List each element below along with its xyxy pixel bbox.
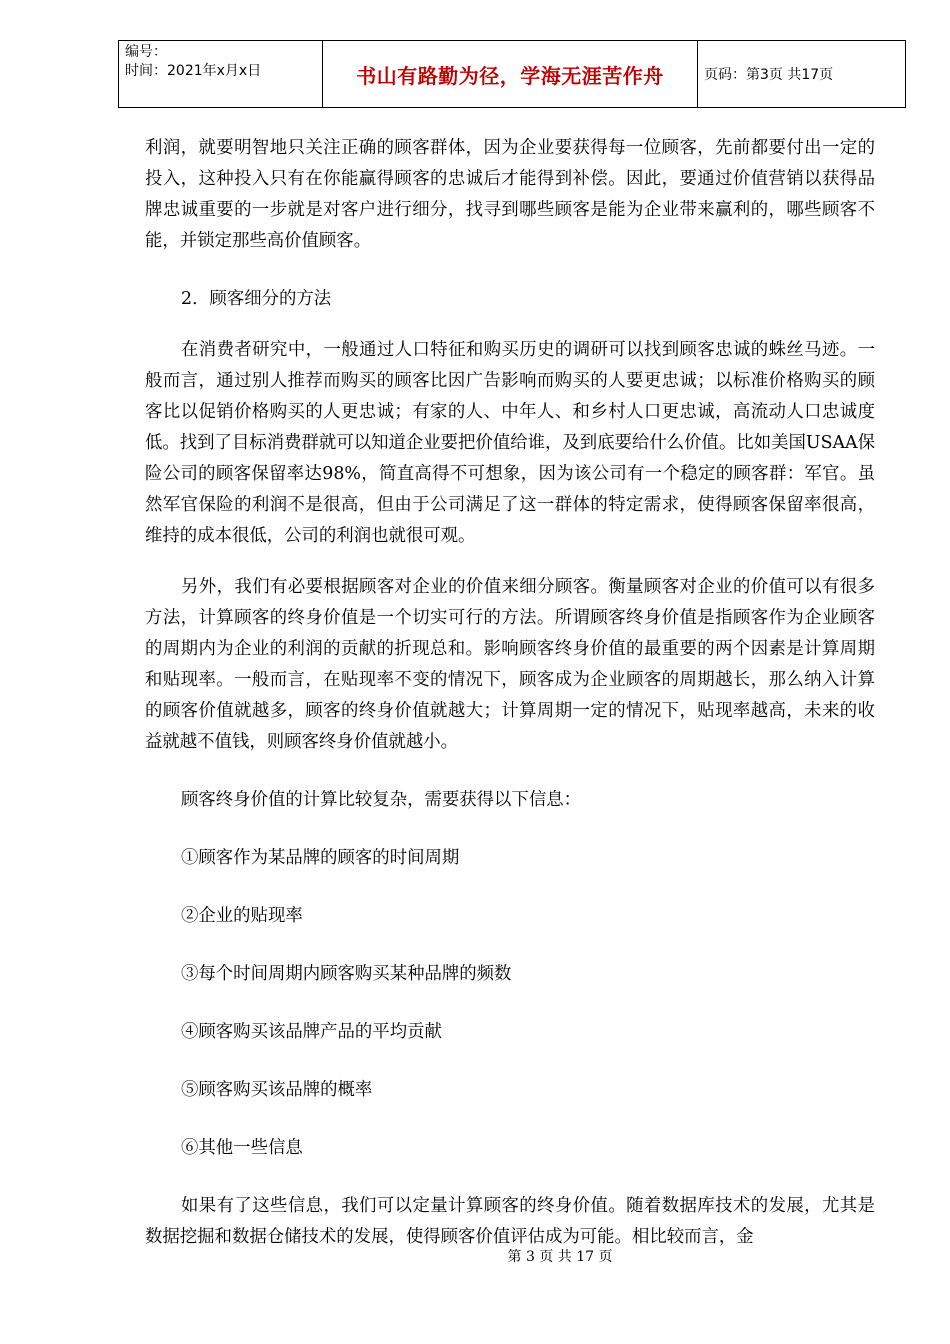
header-page-info: 页码：第3页 共17页 — [698, 41, 906, 108]
header-motto: 书山有路勤为径，学海无涯苦作舟 — [323, 41, 698, 108]
list-item: ⑥其他一些信息 — [181, 1138, 303, 1158]
page-footer: 第 3 页 共 17 页 — [507, 1249, 613, 1265]
paragraph-1: 利润，就要明智地只关注正确的顾客群体，因为企业要获得每一位顾客，先前都要付出一定的投入，这种投入只有在你能赢得顾客的忠诚后才能得到补偿。因此，要通过价值营销以获得品牌忠诚重要的一步就是对客户进行细分，找寻到哪些顾客是能为企业带来赢利的，哪些顾客不能，并锁定那些高价值顾客。 — [145, 138, 875, 251]
document-body — [145, 133, 875, 1253]
header-table — [118, 40, 906, 108]
doc-number-label: 编号： — [125, 44, 167, 60]
time-label: 时间：2021年x月x日 — [125, 63, 262, 79]
list-item: ①顾客作为某品牌的顾客的时间周期 — [181, 848, 460, 868]
list-item: ③每个时间周期内顾客购买某种品牌的频数 — [181, 964, 512, 984]
list-item: ②企业的贴现率 — [181, 906, 303, 926]
list-item: ④顾客购买该品牌产品的平均贡献 — [181, 1022, 442, 1042]
paragraph-4: 顾客终身价值的计算比较复杂，需要获得以下信息： — [181, 790, 581, 810]
list-item: ⑤顾客购买该品牌的概率 — [181, 1080, 373, 1100]
paragraph-2: 在消费者研究中，一般通过人口特征和购买历史的调研可以找到顾客忠诚的蛛丝马迹。一般而言，通过别人推荐而购买的顾客比因广告影响而购买的人要更忠诚；以标准价格购买的顾客比以促销价格购买的人更忠诚；有家的人、中年人、和乡村人口更忠诚，高流动人口忠诚度低。找到了目标消费群就可以知道企业要把价值给谁，及到底要给什么价值。比如美国USAA保险公司的顾客保留率达98%，简直高得不可想象，因为该公司有一个稳定的顾客群：军官。虽然军官保险的利润不是很高，但由于公司满足了这一群体的特定需求，使得顾客保留率很高，维持的成本很低，公司的利润也就很可观。 — [145, 340, 875, 546]
header-meta-cell — [119, 41, 323, 108]
section-heading: 2．顾客细分的方法 — [181, 289, 332, 309]
paragraph-5: 如果有了这些信息，我们可以定量计算顾客的终身价值。随着数据库技术的发展，尤其是数据挖掘和数据仓储技术的发展，使得顾客价值评估成为可能。相比较而言，金 — [145, 1196, 875, 1247]
paragraph-3: 另外，我们有必要根据顾客对企业的价值来细分顾客。衡量顾客对企业的价值可以有很多方法，计算顾客的终身价值是一个切实可行的方法。所谓顾客终身价值是指顾客作为企业顾客的周期内为企业的利润的贡献的折现总和。影响顾客终身价值的最重要的两个因素是计算周期和贴现率。一般而言，在贴现率不变的情况下，顾客成为企业顾客的周期越长，那么纳入计算的顾客价值就越多，顾客的终身价值就越大；计算周期一定的情况下，贴现率越高，未来的收益就越不值钱，则顾客终身价值就越小。 — [145, 577, 875, 752]
